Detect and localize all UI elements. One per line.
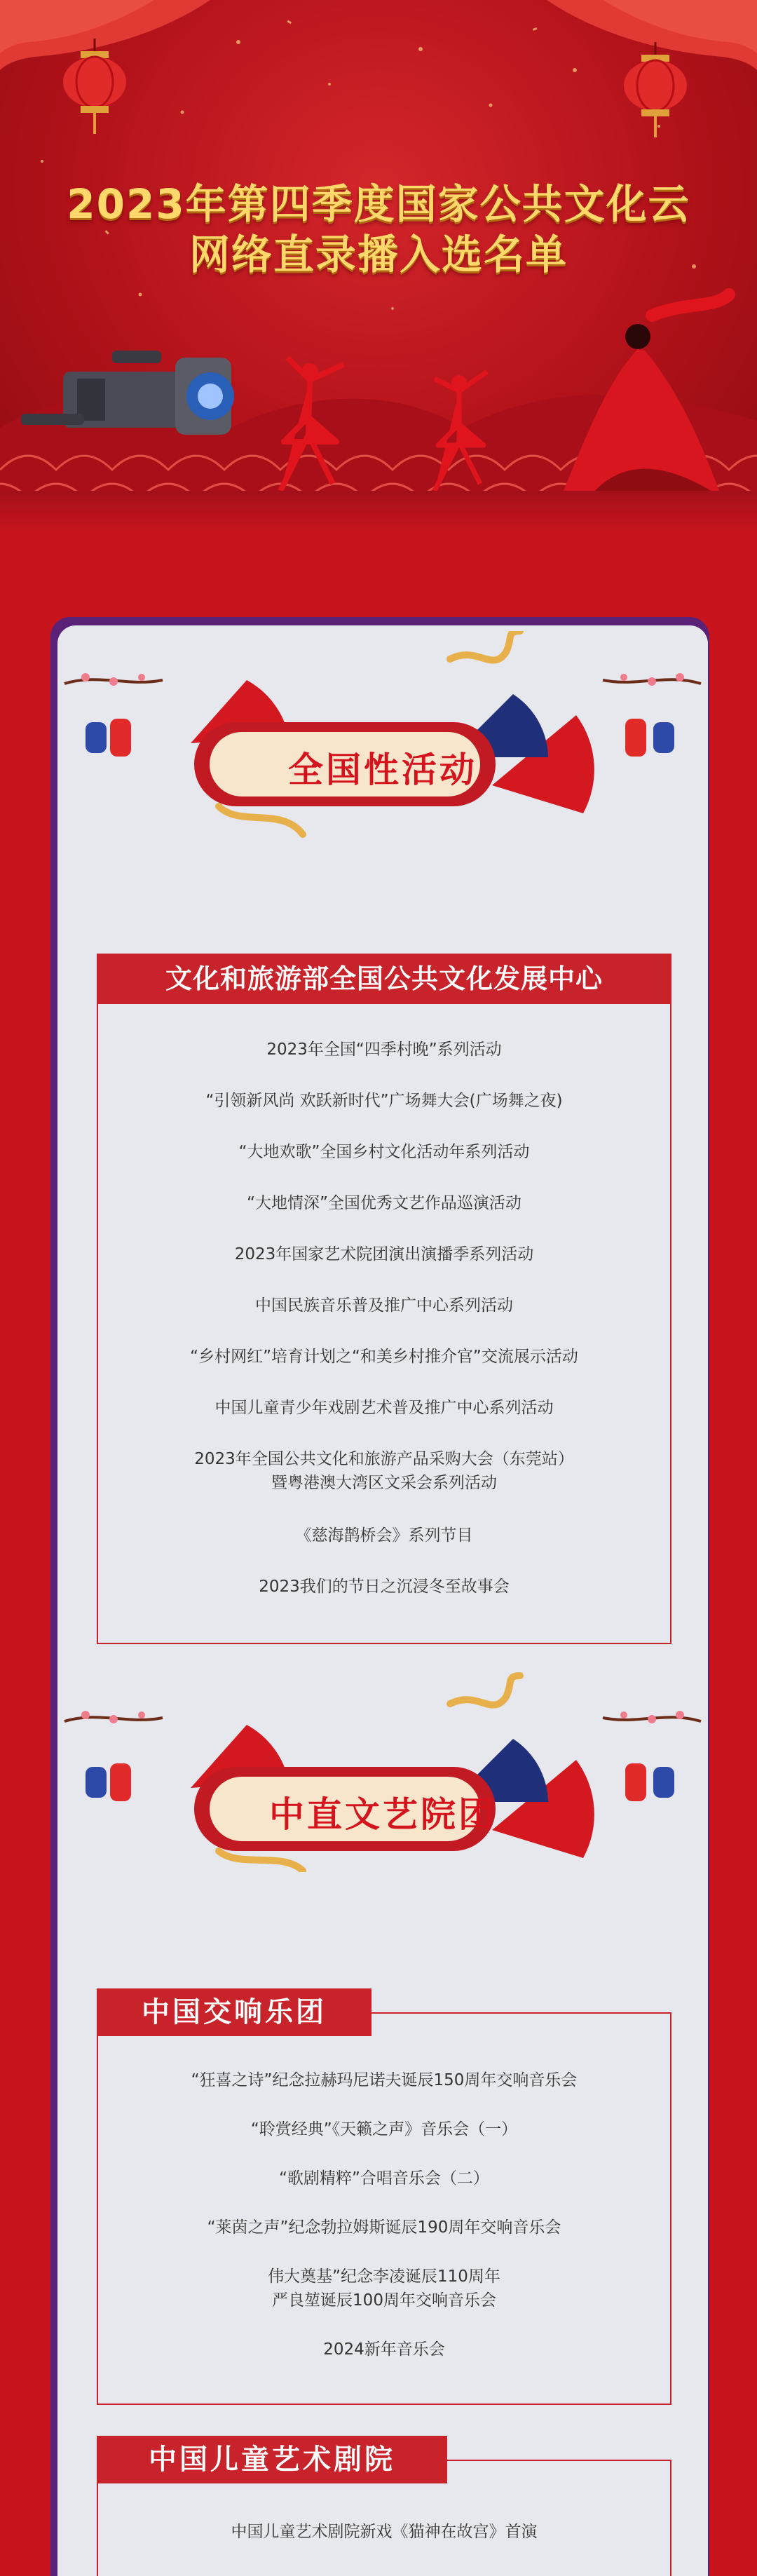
dancer-icon: [547, 287, 743, 512]
event-list: [97, 2061, 671, 2391]
list-item: 2024新年音乐会: [323, 2340, 445, 2359]
list-item: 2023年全国“四季村晚”系列活动: [266, 1040, 502, 1059]
list-item: 中国儿童青少年戏剧艺术普及推广中心系列活动: [214, 1399, 554, 1417]
list-item: “大地欢歌”全国乡村文化活动年系列活动: [238, 1143, 530, 1161]
org-title: 文化和旅游部全国公共文化发展中心: [97, 954, 671, 1004]
event-list: [97, 2513, 671, 2555]
section-banner-national: [57, 631, 708, 841]
title-line-1: 2023年第四季度国家公共文化云: [67, 180, 690, 228]
list-item: 2023年全国公共文化和旅游产品采购大会（东莞站）: [194, 1450, 574, 1468]
list-item: “莱茵之声”纪念勃拉姆斯诞辰190周年交响音乐会: [207, 2218, 561, 2237]
page-title: [0, 179, 757, 280]
title-line-2: 网络直录播入选名单: [189, 231, 568, 278]
plum-blossom-icon: [64, 673, 701, 686]
org-title: 中国交响乐团: [97, 1988, 371, 2036]
list-item: “引领新风尚 欢跃新时代”广场舞大会(广场舞之夜): [205, 1092, 563, 1110]
header-banner: [0, 0, 757, 533]
list-item: 中国民族音乐普及推广中心系列活动: [255, 1296, 513, 1315]
list-item: 暨粤港澳大湾区文采会系列活动: [271, 1474, 497, 1492]
list-item: “狂喜之诗”纪念拉赫玛尼诺夫诞辰150周年交响音乐会: [191, 2071, 578, 2089]
stage-base: [0, 491, 757, 533]
video-camera-icon: [14, 344, 245, 463]
list-item: 中国儿童艺术剧院新戏《猫神在故宫》首演: [231, 2523, 538, 2541]
event-list: [97, 1031, 671, 1634]
lantern-icon: [617, 42, 694, 140]
list-item: “歌剧精粹”合唱音乐会（二）: [279, 2169, 489, 2188]
section-title: 中直文艺院团: [269, 1794, 496, 1835]
lantern-icon: [56, 39, 133, 137]
list-item: 伟大奠基”纪念李凌诞辰110周年: [268, 2267, 500, 2286]
list-item: 严良堃诞辰100周年交响音乐会: [272, 2291, 496, 2310]
list-item: 《慈海鹊桥会》系列节目: [295, 1526, 473, 1545]
section-banner-central: [57, 1662, 708, 1872]
section-title: 全国性活动: [288, 750, 477, 790]
dancer-icon: [421, 365, 498, 498]
dancer-icon: [266, 351, 357, 498]
org-title: 中国儿童艺术剧院: [97, 2436, 447, 2483]
list-item: “乡村网红”培育计划之“和美乡村推介官”交流展示活动: [190, 1348, 578, 1366]
banner-decoration: [57, 1662, 708, 1872]
banner-decoration: [57, 631, 708, 841]
list-item: 2023我们的节日之沉浸冬至故事会: [259, 1578, 510, 1596]
list-item: “聆赏经典”《天籁之声》音乐会（一）: [250, 2120, 518, 2138]
list-item: 2023年国家艺术院团演出演播季系列活动: [234, 1245, 534, 1263]
list-item: “大地情深”全国优秀文艺作品巡演活动: [247, 1194, 521, 1212]
plum-blossom-icon: [64, 1711, 701, 1723]
